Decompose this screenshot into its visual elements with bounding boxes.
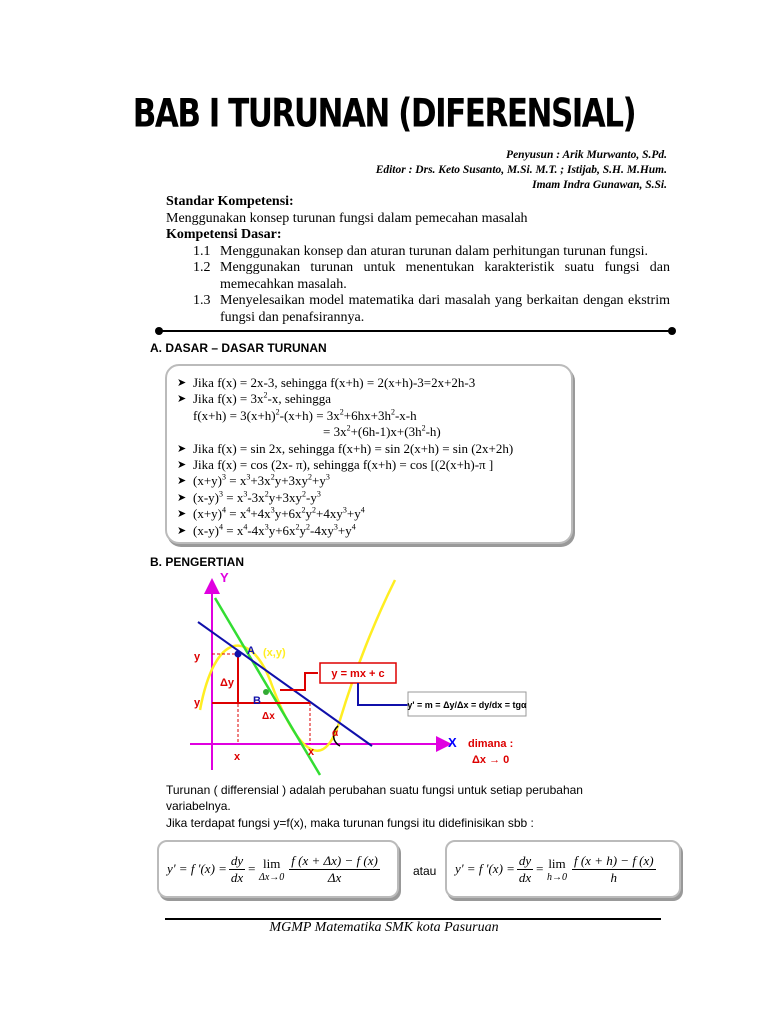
list-item: ➤ $(x-y)^3 = x^3-3x^2y+3xy^2-y^3$ [177, 489, 321, 505]
point-a-marker [235, 651, 242, 658]
x-axis-label: X [448, 735, 457, 750]
paragraph-function: Jika terdapat fungsi y=f(x), maka turunan fungsi itu didefinisikan sbb : [166, 816, 534, 830]
derivative-pointer [358, 683, 408, 705]
list-item: ➤ $(x-y)^4 = x^4-4x^3y+6x^2y^2-4xy^3+y^4$ [177, 522, 356, 538]
divider [158, 330, 674, 332]
derivative-graph [150, 570, 570, 780]
list-item: ➤ Jika f(x) = 2x-3, sehingga f(x+h) = 2(x+h)-3=2x+2h-3 [177, 375, 476, 390]
limit-note: Δx → 0 [472, 754, 510, 766]
point-a-label: A [247, 645, 255, 657]
standar-text: Menggunakan konsep turunan fungsi dalam pemecahan masalah [166, 210, 528, 226]
list-item: $f(x+h) = 3(x+h)^2-(x+h) = 3x^2+6hx+3h^2-x-h$ [193, 407, 417, 423]
alpha-label: α [332, 728, 339, 739]
y2-label: y [194, 651, 201, 663]
mid-point-marker [263, 689, 269, 695]
list-item: ➤ $(x+y)^4 = x^4+4x^3y+6x^2y^2+4xy^3+y^4$ [177, 505, 365, 522]
formula-box-2 [445, 840, 681, 898]
delta-x-label: Δx [262, 711, 275, 722]
x2-label: x [308, 746, 315, 758]
line-eq-pointer [280, 673, 318, 690]
dimana-label: dimana : [468, 738, 514, 750]
section-a-heading: A. DASAR – DASAR TURUNAN [150, 341, 327, 355]
divider-dot-left [155, 327, 163, 335]
paragraph-definition: Turunan ( differensial ) adalah perubahan suatu fungsi untuk setiap perubahan variabelnya. [166, 783, 583, 813]
line-equation: y = mx + c [331, 668, 385, 680]
kompetensi-item: 1.3 Menyelesaikan model matematika dari masalah yang berkaitan dengan ekstrim fungsi dan penafsirannya. [193, 293, 670, 325]
kompetensi-heading: Kompetensi Dasar: [166, 227, 282, 242]
point-a-coord: (x,y) [263, 647, 286, 659]
divider-dot-right [668, 327, 676, 335]
page-title: BAB I TURUNAN (DIFERENSIAL) [132, 91, 636, 137]
point-b-label: B [253, 695, 261, 707]
basics-box [165, 364, 573, 544]
kompetensi-item: 1.2 Menggunakan turunan untuk menentukan karakteristik suatu fungsi dan memecahkan masalah. [193, 260, 670, 292]
formula-box-1 [157, 840, 399, 898]
list-item: = $3x^2+(6h-1)x+(3h^2-h)$ [323, 423, 441, 440]
formula-2: y' = f '(x) = $\frac{dy}{dx}$ = lim h→0 $\frac{f (x + h) - f (x)}{h}$ [455, 852, 654, 885]
atau-label: atau [413, 864, 437, 878]
list-item: ➤ Jika $f(x) = 3x^2-x$, sehingga [177, 391, 332, 407]
derivative-note: y' = m = Δy/Δx = dy/dx = tgα [407, 700, 527, 710]
author-line-editor: Editor : Drs. Keto Susanto, M.Si. M.T. ; Istijab, S.H. M.Hum. [375, 164, 667, 176]
kompetensi-item: 1.1 Menggunakan konsep dan aturan turunan dalam perhitungan turunan fungsi. [193, 243, 649, 259]
y-axis-label: Y [220, 570, 229, 585]
authors-block [376, 148, 667, 193]
y1-label: y [194, 697, 201, 709]
delta-y-label: Δy [220, 677, 235, 689]
standar-heading: Standar Kompetensi: [166, 194, 294, 209]
list-item: ➤ $(x+y)^3 = x^3+3x^2y+3xy^2+y^3$ [177, 473, 330, 489]
footer-text: MGMP Matematika SMK kota Pasuruan [269, 920, 499, 935]
list-item: ➤ Jika f(x) = sin 2x, sehingga f(x+h) = sin 2(x+h) = sin (2x+2h) [177, 440, 514, 456]
competency-block [166, 194, 670, 326]
section-b-heading: B. PENGERTIAN [150, 555, 245, 569]
list-item: ➤ Jika f(x) = cos (2x- π), sehingga f(x+h) = cos [(2(x+h)-π ] [177, 457, 494, 473]
basics-list [167, 366, 571, 539]
formula-1: y' = f '(x) = $\frac{dy}{dx}$ = lim Δx→0 $\frac{f (x + \Delta x) - f (x)}{\Delta x}$ [167, 852, 378, 885]
author-line-penyusun: Penyusun : Arik Murwanto, S.Pd. [506, 149, 667, 161]
x1-label: x [234, 751, 241, 763]
author-line-editor-2: Imam Indra Gunawan, S.Si. [532, 179, 667, 191]
